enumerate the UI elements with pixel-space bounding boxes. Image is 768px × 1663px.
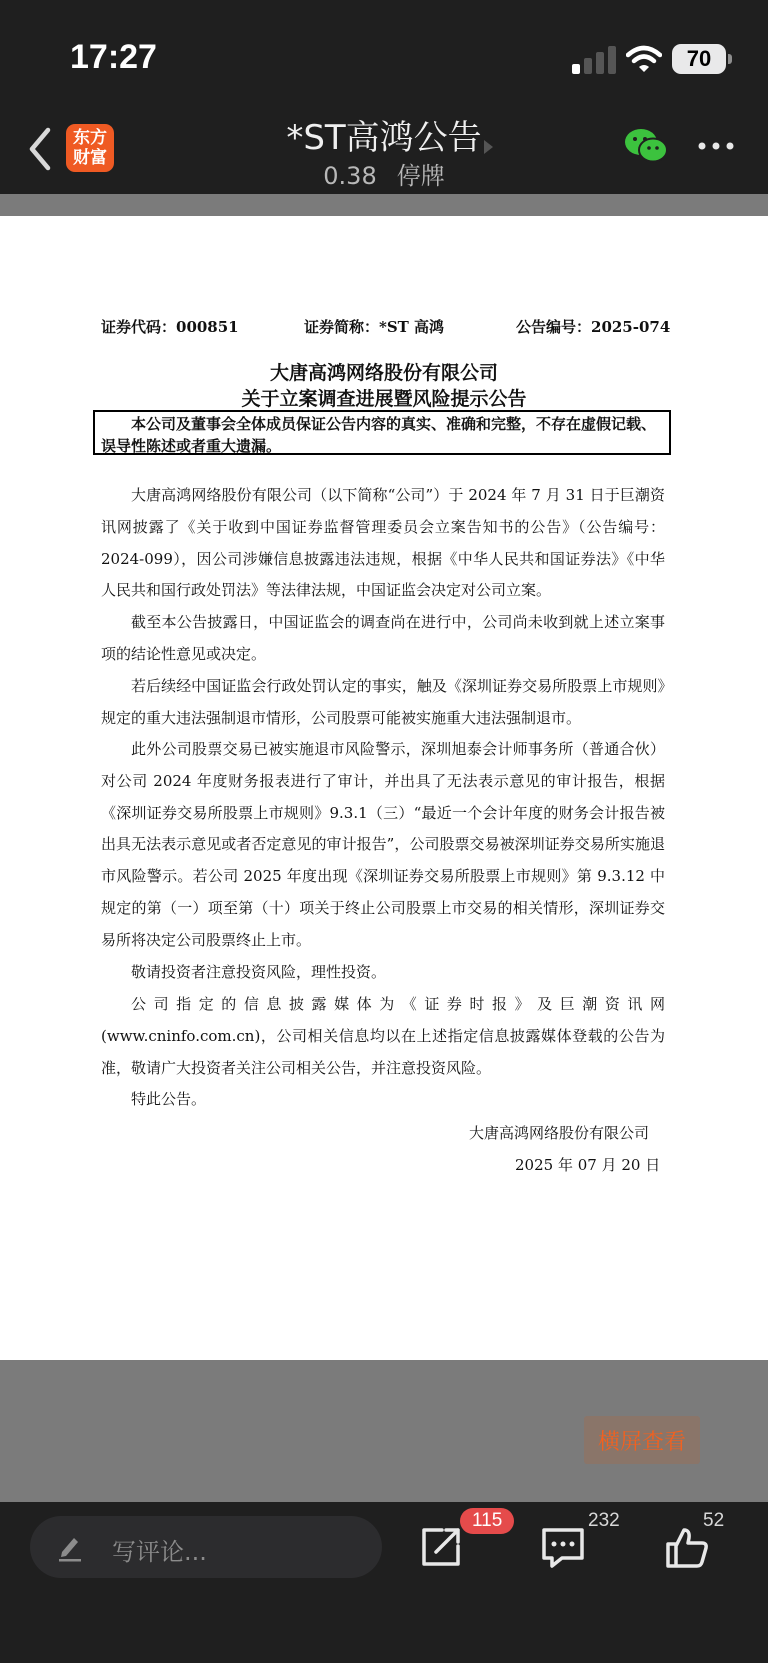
comment-icon[interactable] bbox=[540, 1526, 586, 1570]
landscape-view-button[interactable]: 横屏查看 bbox=[584, 1416, 700, 1464]
pen-icon bbox=[56, 1532, 86, 1562]
viewer-margin-top bbox=[0, 194, 768, 216]
company-name: 大唐高鸿网络股份有限公司 bbox=[269, 362, 498, 384]
status-time: 17:27 bbox=[70, 38, 157, 76]
paragraph-2: 截至本公告披露日，中国证监会的调查尚在进行中，公司尚未收到就上述立案事项的结论性意见或决定。 bbox=[101, 613, 665, 663]
battery-tip bbox=[728, 54, 732, 64]
disclaimer-box bbox=[93, 410, 671, 455]
comment-count: 232 bbox=[588, 1510, 620, 1531]
paragraph-4: 此外公司股票交易已被实施退市风险警示，深圳旭泰会计师事务所（普通合伙）对公司 2024 年度财务报表进行了审计，并出具了无法表示意见的审计报告，根据《深圳证券交易所股票上市规则》9.3.1（三）“最近一个会计年度的财务会计报告被出具无法表示意见或者否定意见的审计报告”，公司股票交易被深圳证券交易所实施退市风险警示。若公司 2025 年度出现《深圳证券交易所股票上市规则》第 9.3.12 中规定的第（一）项至第（十）项关于终止公司股票上市交易的相关情形，深圳证券交易所将决定公司股票终止上市。 bbox=[101, 740, 665, 949]
signature-company: 大唐高鸿网络股份有限公司 bbox=[469, 1124, 650, 1142]
page-title: *ST高鸿公告 bbox=[286, 118, 482, 158]
nav-bar bbox=[0, 110, 768, 194]
bottom-action-bar bbox=[0, 1502, 768, 1663]
stock-status: 停牌 bbox=[396, 162, 445, 190]
signature-date: 2025 年 07 月 20 日 bbox=[515, 1156, 661, 1174]
announcement-document[interactable] bbox=[0, 216, 768, 1360]
stock-price: 0.38 bbox=[323, 162, 377, 190]
announcement-title: 关于立案调查进展暨风险提示公告 bbox=[241, 388, 527, 410]
stock-short-name: 证券简称：*ST 高鸿 bbox=[304, 318, 445, 336]
wechat-share-icon[interactable] bbox=[624, 128, 668, 164]
paragraph-5: 敬请投资者注意投资风险，理性投资。 bbox=[131, 963, 387, 981]
like-count: 52 bbox=[703, 1510, 725, 1531]
comment-placeholder: 写评论... bbox=[112, 1538, 207, 1566]
announcement-number: 公告编号：2025-074 bbox=[516, 318, 671, 336]
wifi-icon bbox=[626, 44, 662, 74]
share-count-badge: 115 bbox=[460, 1508, 514, 1534]
logo-line-1: 东方 bbox=[73, 128, 107, 148]
logo-line-2: 财富 bbox=[73, 148, 107, 168]
paragraph-3: 若后续经中国证监会行政处罚认定的事实，触及《深圳证券交易所股票上市规则》规定的重大违法强制退市情形，公司股票可能被实施重大违法强制退市。 bbox=[101, 677, 665, 727]
share-icon[interactable] bbox=[418, 1524, 464, 1570]
battery-indicator: 70 bbox=[672, 44, 726, 74]
quote-arrow-icon bbox=[484, 140, 493, 154]
paragraph-7: 特此公告。 bbox=[131, 1090, 207, 1108]
cellular-signal-icon bbox=[572, 46, 616, 74]
status-bar bbox=[0, 0, 768, 110]
comment-input[interactable] bbox=[30, 1516, 382, 1578]
paragraph-1: 大唐高鸿网络股份有限公司（以下简称“公司”）于 2024 年 7 月 31 日于巨潮资讯网披露了《关于收到中国证券监督管理委员会立案告知书的公告》（公告编号：2024-099），因公司涉嫌信息披露违法违规，根据《中华人民共和国证券法》《中华人民共和国行政处罚法》等法律法规，中国证监会决定对公司立案。 bbox=[101, 486, 665, 600]
stock-code: 证券代码：000851 bbox=[101, 318, 239, 336]
viewer-margin-bottom bbox=[0, 1360, 768, 1502]
more-options-icon[interactable] bbox=[696, 136, 736, 156]
disclaimer-text: 本公司及董事会全体成员保证公告内容的真实、准确和完整，不存在虚假记载、误导性陈述或者重大遗漏。 bbox=[101, 415, 657, 455]
paragraph-6: 公司指定的信息披露媒体为《证券时报》及巨潮资讯网(www.cninfo.com.cn)，公司相关信息均以在上述指定信息披露媒体登载的公告为准，敬请广大投资者关注公司相关公告，并注意投资风险。 bbox=[101, 995, 665, 1077]
